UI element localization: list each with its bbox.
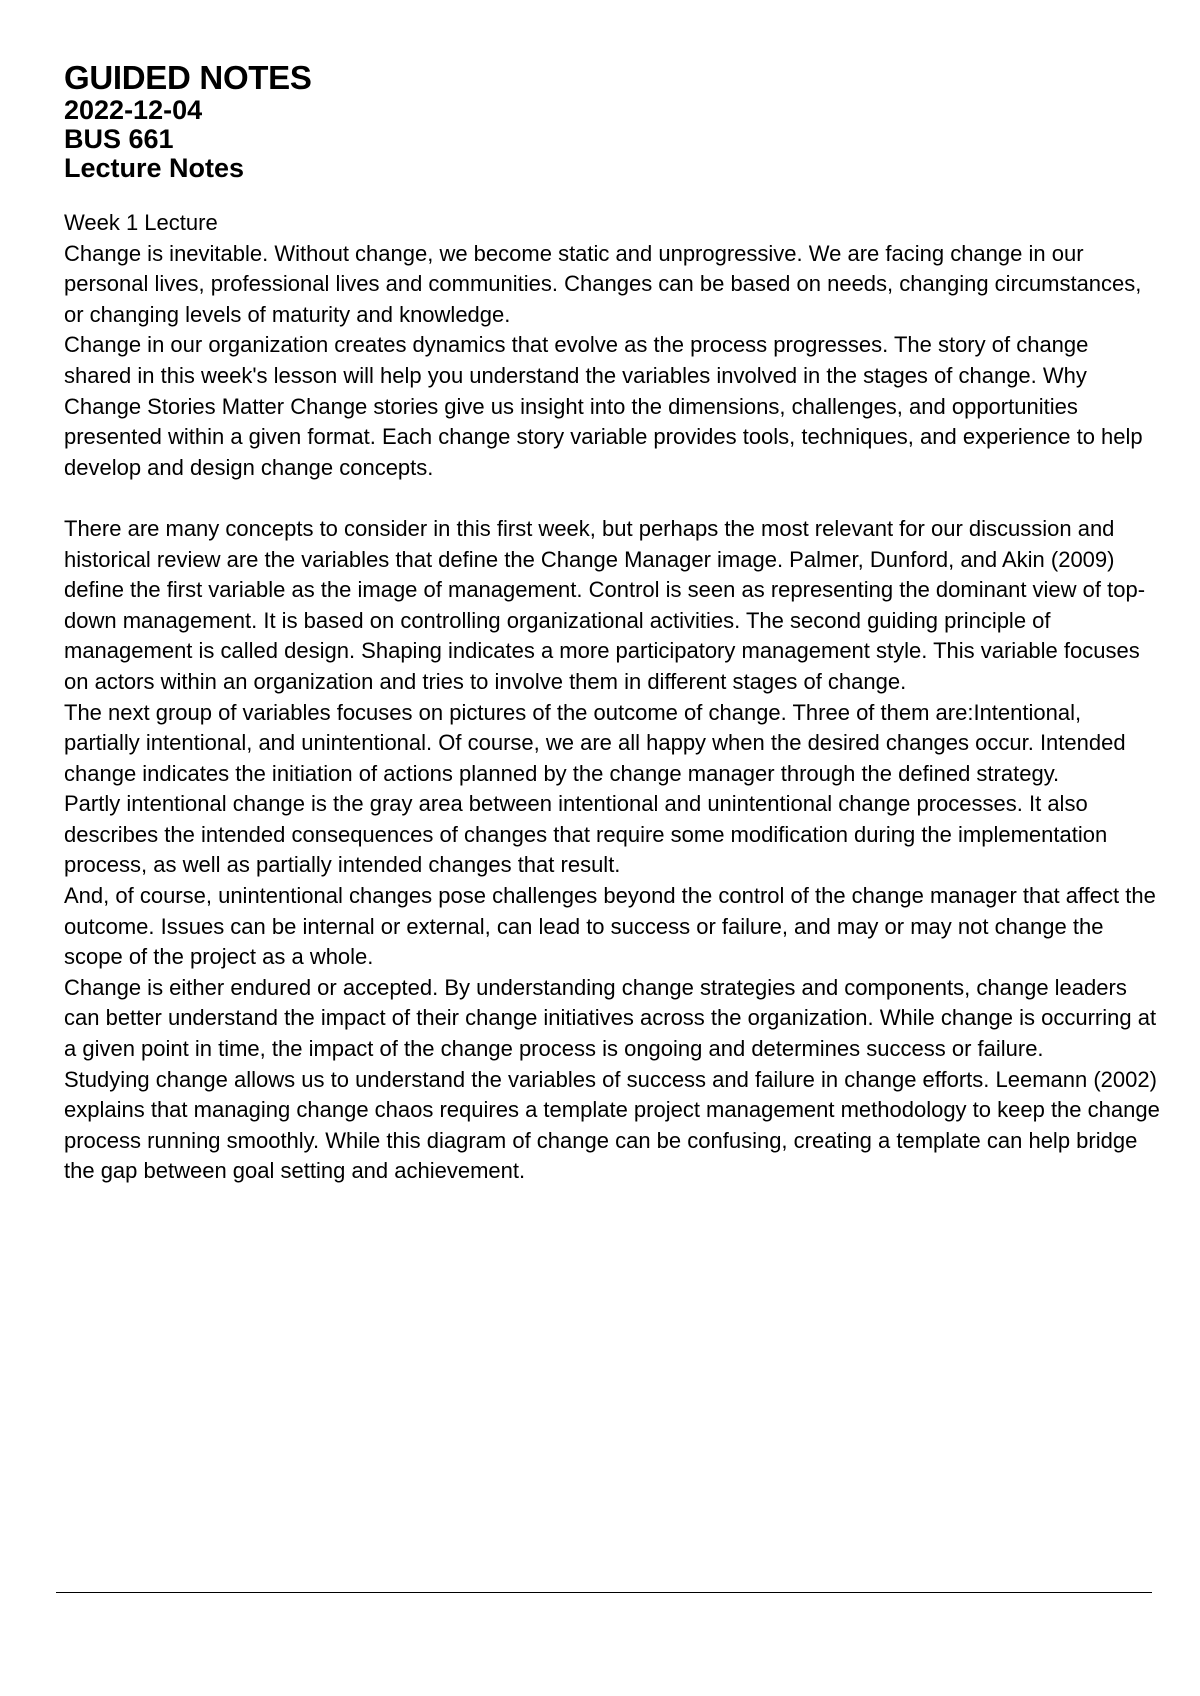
paragraph: Change is inevitable. Without change, we become static and unprogressive. We are facing change in our personal lives, professional lives and communities. Changes can be based on needs, changing circumstances, or changing levels of maturity and knowledge.: [64, 240, 1142, 327]
document-header: [64, 60, 1144, 183]
document-subtitle: Lecture Notes: [64, 153, 245, 183]
paragraph: The next group of variables focuses on pictures of the outcome of change. Three of them are:Intentional, partially intentional, and unintentional. Of course, we are all happy when the desired changes occur. Intended change indicates the initiation of actions planned by the change manager through the defined strategy.: [64, 699, 1126, 786]
paragraph: Change is either endured or accepted. By understanding change strategies and components, change leaders can better understand the impact of their change initiatives across the organization. While change is occurring at a given point in time, the impact of the change process is ongoing and determines success or failure.: [64, 974, 1157, 1062]
paragraph: Change in our organization creates dynamics that evolve as the process progresses. The story of change shared in this week's lesson will help you understand the variables involved in the stages of change. Why Change Stories Matter Change stories give us insight into the dimensions, challenges, and opportunities presented within a given format. Each change story variable provides tools, techniques, and experience to help develop and design change concepts.: [64, 332, 1143, 480]
paragraph: There are many concepts to consider in this first week, but perhaps the most relevant for our discussion and historical review are the variables that define the Change Manager image. Palmer, Dunford, and Akin (2009) define the first variable as the image of management. Control is seen as representing the dominant view of top-down management. It is based on controlling organizational activities. The second guiding principle of management is called design. Shaping indicates a more participatory management style. This variable focuses on actors within an organization and tries to involve them in different stages of change.: [64, 515, 1146, 694]
course-code: BUS 661: [64, 124, 174, 154]
paragraph: Partly intentional change is the gray area between intentional and unintentional change processes. It also describes the intended consequences of changes that require some modification during the implementation process, as well as partially intended changes that result.: [64, 791, 1108, 878]
paragraph: And, of course, unintentional changes pose challenges beyond the control of the change manager that affect the outcome. Issues can be internal or external, can lead to success or failure, and may or may not change the scope of the project as a whole.: [64, 883, 1156, 970]
week-label: Week 1 Lecture: [64, 210, 218, 235]
footer-divider: [56, 1592, 1152, 1593]
document-title: GUIDED NOTES: [64, 59, 312, 96]
document-date: 2022-12-04: [64, 95, 203, 125]
paragraph: Studying change allows us to understand the variables of success and failure in change efforts. Leemann (2002) explains that managing change chaos requires a template project management methodology to keep the change process running smoothly. While this diagram of change can be confusing, creating a template can help bridge the gap between goal setting and achievement.: [64, 1066, 1160, 1184]
document-body: [64, 208, 1160, 1187]
paragraph-spacer: [64, 483, 1160, 514]
